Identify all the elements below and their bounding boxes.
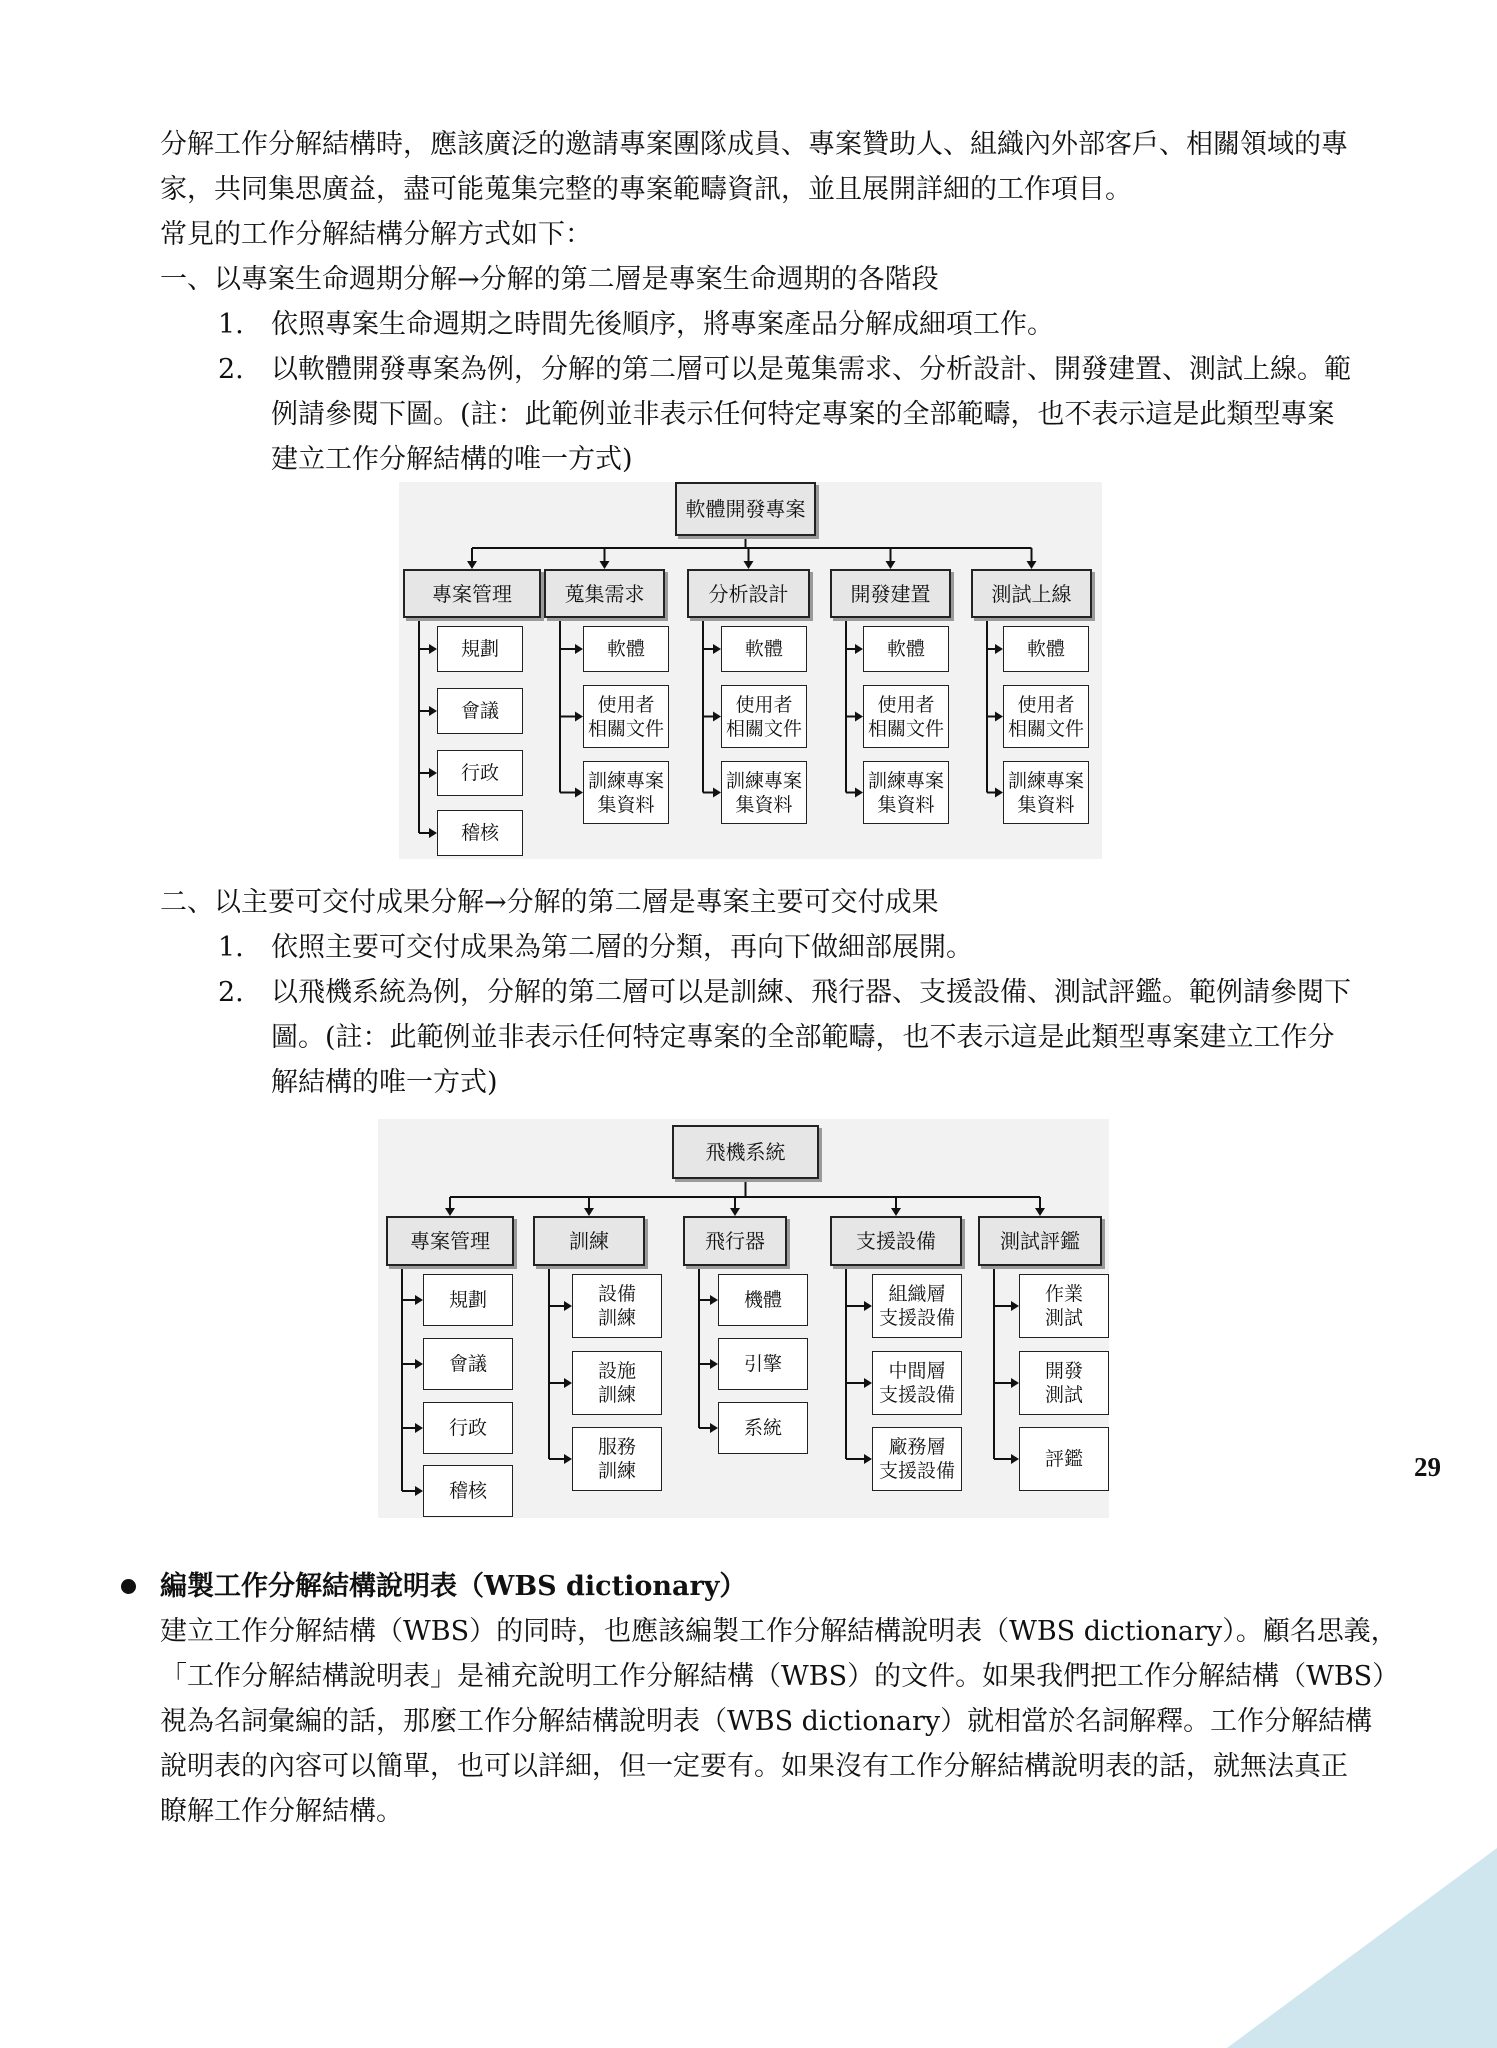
wbs-work-package-box: 行政 bbox=[423, 1402, 513, 1454]
arrow-head bbox=[1011, 1378, 1019, 1388]
arrow-head bbox=[855, 712, 863, 722]
wbs-work-package-box: 系統 bbox=[718, 1402, 808, 1454]
arrow-head bbox=[710, 1423, 718, 1433]
arrow-head bbox=[1035, 1208, 1045, 1216]
arrow-head bbox=[730, 1208, 740, 1216]
wbs-work-package-box: 稽核 bbox=[437, 810, 523, 856]
wbs-work-package-box: 訓練專案 集資料 bbox=[863, 761, 949, 824]
wbs-work-package-box: 使用者 相關文件 bbox=[583, 685, 669, 748]
arrow-head bbox=[429, 768, 437, 778]
wbs-work-package-box: 會議 bbox=[423, 1338, 513, 1390]
arrow-head bbox=[415, 1423, 423, 1433]
list-item: 以飛機系統為例，分解的第二層可以是訓練、飛行器、支援設備、測試評鑑。範例請參閱下 bbox=[271, 977, 1351, 1008]
arrow-head bbox=[445, 1208, 455, 1216]
wbs-work-package-box: 軟體 bbox=[583, 626, 669, 672]
list-item: 解結構的唯一方式) bbox=[271, 1067, 498, 1098]
wbs-work-package-box: 軟體 bbox=[863, 626, 949, 672]
wbs-work-package-box: 服務 訓練 bbox=[572, 1427, 662, 1491]
wbs-dictionary-heading: 編製工作分解結構說明表（WBS dictionary） bbox=[160, 1571, 747, 1602]
wbs-diagram-software bbox=[399, 482, 1102, 859]
arrow-head bbox=[429, 706, 437, 716]
paragraph-line: 建立工作分解結構（WBS）的同時，也應該編製工作分解結構說明表（WBS dictionary）。顧名思義， bbox=[160, 1616, 1398, 1647]
paragraph-line: 瞭解工作分解結構。 bbox=[160, 1796, 403, 1827]
arrow-head bbox=[575, 712, 583, 722]
arrow-head bbox=[467, 561, 477, 569]
arrow-head bbox=[564, 1301, 572, 1311]
paragraph-line: 分解工作分解結構時，應該廣泛的邀請專案團隊成員、專案贊助人、組織內外部客戶、相關領域的專 bbox=[160, 129, 1348, 160]
wbs-work-package-box: 廠務層 支援設備 bbox=[872, 1427, 962, 1491]
arrow-head bbox=[1011, 1301, 1019, 1311]
arrow-head bbox=[429, 644, 437, 654]
paragraph-line: 說明表的內容可以簡單，也可以詳細，但一定要有。如果沒有工作分解結構說明表的話，就無法真正 bbox=[160, 1751, 1348, 1782]
arrow-head bbox=[429, 828, 437, 838]
wbs-work-package-box: 中間層 支援設備 bbox=[872, 1351, 962, 1415]
arrow-head bbox=[1011, 1454, 1019, 1464]
list-number: 2. bbox=[218, 354, 244, 385]
wbs-root-box: 飛機系統 bbox=[672, 1125, 819, 1179]
wbs-level2-box: 開發建置 bbox=[830, 569, 951, 618]
list-number: 1. bbox=[218, 309, 244, 340]
paragraph-line: 視為名詞彙編的話，那麼工作分解結構說明表（WBS dictionary）就相當於名詞解釋。工作分解結構 bbox=[160, 1706, 1373, 1737]
arrow-head bbox=[713, 712, 721, 722]
section-title: 一、以專案生命週期分解→分解的第二層是專案生命週期的各階段 bbox=[160, 264, 939, 295]
list-number: 2. bbox=[218, 977, 244, 1008]
wbs-work-package-box: 設備 訓練 bbox=[572, 1274, 662, 1338]
list-item: 圖。(註：此範例並非表示任何特定專案的全部範疇，也不表示這是此類型專案建立工作分 bbox=[271, 1022, 1335, 1053]
arrow-head bbox=[575, 788, 583, 798]
wbs-level2-box: 專案管理 bbox=[386, 1216, 514, 1266]
wbs-level2-box: 支援設備 bbox=[830, 1216, 962, 1266]
wbs-work-package-box: 使用者 相關文件 bbox=[863, 685, 949, 748]
wbs-work-package-box: 開發 測試 bbox=[1019, 1351, 1109, 1415]
arrow-head bbox=[1027, 561, 1037, 569]
arrow-head bbox=[415, 1295, 423, 1305]
arrow-head bbox=[713, 644, 721, 654]
page-number: 29 bbox=[1414, 1452, 1441, 1482]
arrow-head bbox=[564, 1378, 572, 1388]
paragraph-line: 家，共同集思廣益，盡可能蒐集完整的專案範疇資訊，並且展開詳細的工作項目。 bbox=[160, 174, 1132, 205]
page-corner-decoration bbox=[1227, 1848, 1497, 2048]
arrow-head bbox=[886, 561, 896, 569]
arrow-head bbox=[710, 1359, 718, 1369]
wbs-work-package-box: 軟體 bbox=[1003, 626, 1089, 672]
list-item: 例請參閱下圖。(註：此範例並非表示任何特定專案的全部範疇，也不表示這是此類型專案 bbox=[271, 399, 1335, 430]
wbs-work-package-box: 使用者 相關文件 bbox=[1003, 685, 1089, 748]
wbs-work-package-box: 設施 訓練 bbox=[572, 1351, 662, 1415]
list-item: 依照專案生命週期之時間先後順序，將專案產品分解成細項工作。 bbox=[271, 309, 1054, 340]
list-number: 1. bbox=[218, 932, 244, 963]
wbs-work-package-box: 評鑑 bbox=[1019, 1427, 1109, 1491]
arrow-head bbox=[864, 1454, 872, 1464]
list-item: 依照主要可交付成果為第二層的分類，再向下做細部展開。 bbox=[271, 932, 973, 963]
arrow-head bbox=[584, 1208, 594, 1216]
wbs-work-package-box: 訓練專案 集資料 bbox=[721, 761, 807, 824]
arrow-head bbox=[864, 1378, 872, 1388]
wbs-work-package-box: 組織層 支援設備 bbox=[872, 1274, 962, 1338]
paragraph-line: 常見的工作分解結構分解方式如下： bbox=[160, 219, 592, 250]
arrow-head bbox=[575, 644, 583, 654]
arrow-head bbox=[744, 561, 754, 569]
arrow-head bbox=[600, 561, 610, 569]
wbs-work-package-box: 訓練專案 集資料 bbox=[1003, 761, 1089, 824]
arrow-head bbox=[855, 788, 863, 798]
wbs-work-package-box: 會議 bbox=[437, 688, 523, 734]
list-item: 以軟體開發專案為例，分解的第二層可以是蒐集需求、分析設計、開發建置、測試上線。範 bbox=[271, 354, 1351, 385]
wbs-level2-box: 測試評鑑 bbox=[978, 1216, 1102, 1266]
wbs-work-package-box: 訓練專案 集資料 bbox=[583, 761, 669, 824]
wbs-level2-box: 分析設計 bbox=[687, 569, 810, 618]
arrow-head bbox=[713, 788, 721, 798]
wbs-level2-box: 專案管理 bbox=[403, 569, 541, 618]
arrow-head bbox=[710, 1295, 718, 1305]
wbs-work-package-box: 作業 測試 bbox=[1019, 1274, 1109, 1338]
arrow-head bbox=[855, 644, 863, 654]
paragraph-line: 「工作分解結構說明表」是補充說明工作分解結構（WBS）的文件。如果我們把工作分解結構（WBS） bbox=[160, 1661, 1400, 1692]
arrow-head bbox=[415, 1359, 423, 1369]
wbs-work-package-box: 機體 bbox=[718, 1274, 808, 1326]
wbs-work-package-box: 規劃 bbox=[423, 1274, 513, 1326]
wbs-diagram-aircraft bbox=[378, 1119, 1109, 1518]
arrow-head bbox=[415, 1486, 423, 1496]
wbs-work-package-box: 行政 bbox=[437, 750, 523, 796]
wbs-level2-box: 訓練 bbox=[533, 1216, 645, 1266]
wbs-work-package-box: 使用者 相關文件 bbox=[721, 685, 807, 748]
arrow-head bbox=[995, 788, 1003, 798]
wbs-work-package-box: 引擎 bbox=[718, 1338, 808, 1390]
wbs-level2-box: 測試上線 bbox=[971, 569, 1092, 618]
wbs-level2-box: 蒐集需求 bbox=[544, 569, 665, 618]
bullet-icon bbox=[121, 1579, 136, 1594]
wbs-work-package-box: 軟體 bbox=[721, 626, 807, 672]
wbs-root-box: 軟體開發專案 bbox=[675, 482, 816, 536]
list-item: 建立工作分解結構的唯一方式) bbox=[271, 444, 633, 475]
arrow-head bbox=[564, 1454, 572, 1464]
arrow-head bbox=[995, 644, 1003, 654]
wbs-work-package-box: 規劃 bbox=[437, 626, 523, 672]
arrow-head bbox=[995, 712, 1003, 722]
wbs-work-package-box: 稽核 bbox=[423, 1465, 513, 1517]
section-title: 二、以主要可交付成果分解→分解的第二層是專案主要可交付成果 bbox=[160, 887, 939, 918]
arrow-head bbox=[891, 1208, 901, 1216]
arrow-head bbox=[864, 1301, 872, 1311]
wbs-level2-box: 飛行器 bbox=[683, 1216, 787, 1266]
